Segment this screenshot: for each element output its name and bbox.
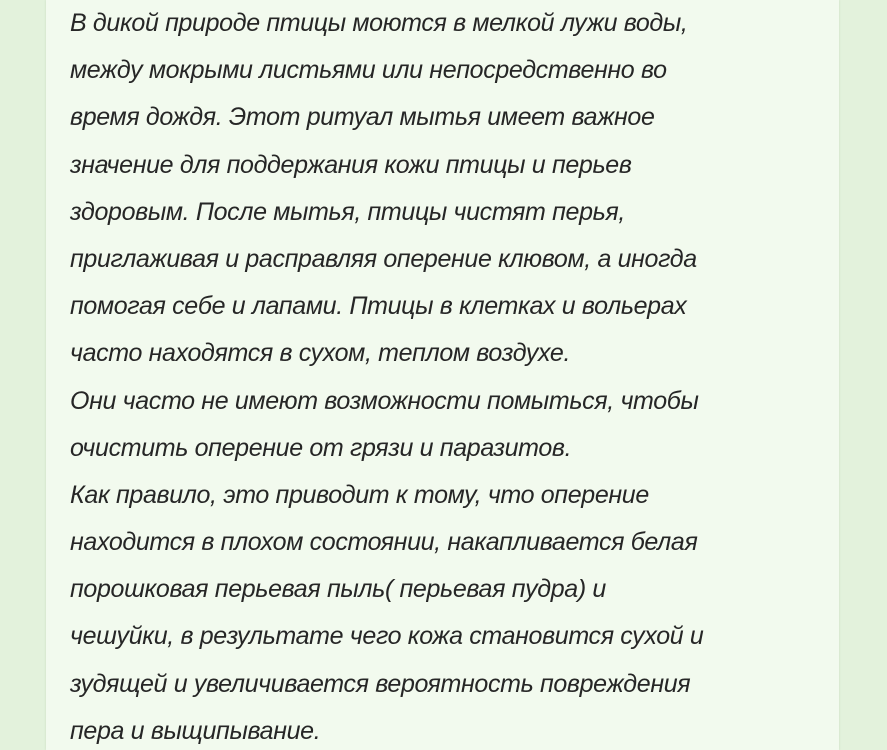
article-line: приглаживая и расправляя оперение клювом, а иногда xyxy=(70,244,697,273)
article-line: пера и выщипывание. xyxy=(70,716,321,745)
article-line: находится в плохом состоянии, накапливается белая xyxy=(70,528,698,557)
article-line: между мокрыми листьями или непосредственно во xyxy=(70,56,667,85)
article-line: часто находятся в сухом, теплом воздухе. xyxy=(70,339,571,368)
article-text xyxy=(70,0,830,750)
article-line: время дождя. Этот ритуал мытья имеет важное xyxy=(70,103,655,132)
article-line: чешуйки, в результате чего кожа становится сухой и xyxy=(70,622,704,651)
article-line: зудящей и увеличивается вероятность повреждения xyxy=(70,669,691,698)
article-line: помогая себе и лапами. Птицы в клетках и вольерах xyxy=(70,292,687,321)
article-line: значение для поддержания кожи птицы и перьев xyxy=(70,150,632,179)
article-line: здоровым. После мытья, птицы чистят перья, xyxy=(70,197,626,226)
article-line: В дикой природе птицы моются в мелкой лужи воды, xyxy=(70,9,688,37)
article-line: очистить оперение от грязи и паразитов. xyxy=(70,433,572,462)
article-line: Они часто не имеют возможности помыться, чтобы xyxy=(70,386,699,415)
article-line: Как правило, это приводит к тому, что оперение xyxy=(70,480,649,509)
article-line: порошковая перьевая пыль( перьевая пудра) и xyxy=(70,575,606,604)
